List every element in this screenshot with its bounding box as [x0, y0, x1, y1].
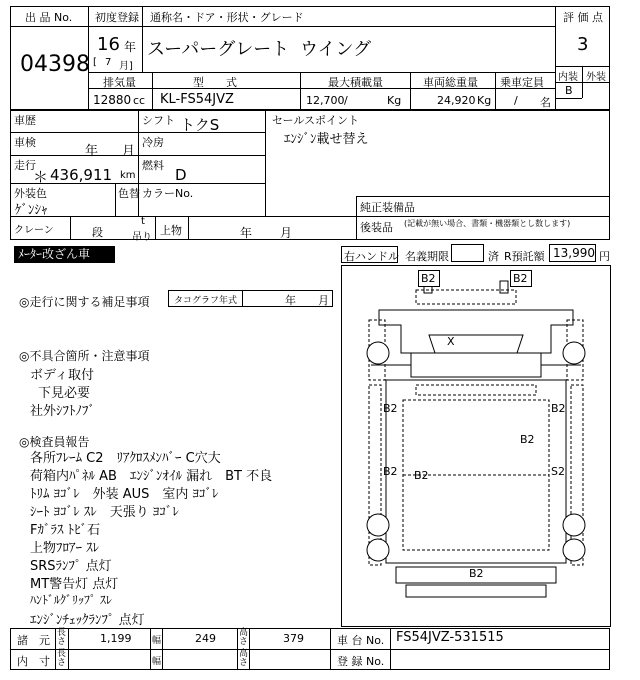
- inspector-line: 各所ﾌﾚｰﾑ C2 ﾘｱｸﾛｽﾒﾝﾊﾞｰ C穴大: [30, 451, 221, 466]
- divider: [88, 72, 555, 73]
- max-load-slash: /: [344, 94, 348, 107]
- divider: [88, 88, 555, 89]
- length-label: 長さ: [57, 628, 67, 647]
- divider: [10, 26, 555, 27]
- fuel-label: 燃料: [142, 159, 164, 172]
- divider: [249, 628, 250, 670]
- body-label: 上物: [160, 224, 182, 237]
- divider: [155, 216, 156, 240]
- lot-number: 04398: [20, 52, 90, 77]
- color-value: ｹﾞﾝｼｬ: [15, 203, 48, 218]
- capacity-slash: /: [514, 94, 518, 107]
- recycle-unit: 円: [599, 250, 610, 263]
- inner-length-label: 長さ: [57, 649, 67, 668]
- month-prefix: [: [93, 57, 97, 68]
- chassis-number: FS54JVZ-531515: [396, 630, 504, 645]
- inspector-line: Fｶﾞﾗｽ ﾄﾋﾞ石: [30, 523, 101, 538]
- year-unit: 年: [124, 40, 137, 54]
- crane-label: クレーン: [14, 225, 54, 236]
- overall-score: 3: [577, 34, 589, 55]
- divider: [10, 216, 610, 217]
- mileage-value: 436,911: [50, 166, 113, 184]
- tachograph-month: 月: [318, 294, 329, 307]
- score-label: 評 価 点: [563, 11, 603, 24]
- inspector-line: ｴﾝｼﾞﾝﾁｪｯｸﾗﾝﾌﾟ 点灯: [30, 613, 145, 628]
- inspector-line: MT警告灯 点灯: [30, 577, 119, 592]
- divider: [265, 110, 266, 216]
- divider: [555, 98, 582, 99]
- color-label: 外装色: [14, 187, 47, 200]
- divider: [115, 183, 116, 216]
- fuel-value: D: [175, 166, 187, 184]
- divider: [237, 628, 238, 670]
- recycle-status: 済: [488, 250, 499, 263]
- divider: [70, 216, 71, 240]
- max-load-label: 最大積載量: [328, 76, 383, 89]
- mileage-label: 走行: [14, 159, 36, 172]
- crane-lift: 吊り: [132, 232, 152, 243]
- first-registration-label: 初度登録: [95, 11, 139, 24]
- crane-ton: t: [141, 216, 145, 227]
- equipment-label: 純正装備品: [360, 201, 415, 214]
- tachograph-label: タコグラフ年式: [174, 296, 238, 306]
- crane-stages: 段: [92, 226, 103, 239]
- divider: [555, 6, 556, 110]
- defect-title: ◎不具合箇所・注意事項: [19, 349, 150, 363]
- interior-label: 内装: [558, 72, 578, 83]
- type-label: 型 式: [193, 76, 237, 89]
- dimensions-label: 諸 元: [17, 634, 50, 647]
- lot-label: 出 品 No.: [25, 11, 73, 24]
- height-label: 高さ: [239, 628, 249, 647]
- registration-deadline-label: 名義期限: [405, 250, 449, 263]
- damage-mark: S2: [551, 465, 565, 478]
- gross-weight-label: 車両総重量: [423, 76, 478, 89]
- divider: [390, 628, 391, 670]
- capacity-label: 乗車定員: [500, 76, 544, 89]
- tachograph-year: 年: [285, 294, 296, 307]
- divider: [152, 72, 153, 110]
- displacement-unit: cc: [133, 94, 146, 107]
- damage-mark: B2: [513, 272, 528, 285]
- interior-grade: B: [565, 84, 573, 97]
- aftermarket-note: (記載が無い場合、書類・機器類とし数します): [404, 219, 571, 228]
- registration-number-label: 登 録 No.: [337, 655, 385, 668]
- inspector-line: SRSﾗﾝﾌﾟ 点灯: [30, 559, 112, 574]
- inner-height-label: 高さ: [239, 649, 249, 668]
- height-value: 379: [283, 632, 304, 645]
- divider: [55, 628, 56, 670]
- damage-mark: B2: [383, 402, 398, 415]
- shift-label: シフト: [142, 114, 175, 127]
- gross-weight-unit: Kg: [477, 94, 492, 107]
- divider: [356, 196, 610, 197]
- max-load-value: 12,700: [306, 94, 345, 107]
- divider: [142, 6, 143, 72]
- damage-mark: B2: [414, 469, 429, 482]
- damage-mark: B2: [383, 465, 398, 478]
- divider: [188, 216, 189, 240]
- recycle-label: R預託額: [504, 250, 545, 263]
- divider: [10, 132, 265, 133]
- inspector-line: 上物ﾌﾛｱｰ ｽﾚ: [30, 541, 100, 556]
- divider: [162, 628, 163, 670]
- driving-notes-title: ◎走行に関する補足事項: [19, 295, 150, 309]
- divider: [330, 628, 331, 670]
- divider: [582, 66, 583, 98]
- tamper-badge: ﾒｰﾀｰ改ざん車: [14, 246, 115, 263]
- divider: [10, 649, 610, 650]
- mileage-unit: km: [120, 170, 136, 181]
- inspection-label: 車検: [14, 136, 36, 149]
- displacement-label: 排気量: [103, 76, 136, 89]
- width-value: 249: [195, 632, 216, 645]
- registration-year: 16: [97, 34, 120, 55]
- ac-label: 冷房: [142, 136, 164, 149]
- color-change-label: 色替: [118, 187, 140, 200]
- inspection-year: 年: [85, 144, 99, 159]
- body-year: 年: [240, 226, 253, 240]
- color-code-label: カラーNo.: [142, 187, 194, 200]
- registration-deadline-box: [451, 244, 484, 262]
- defect-line: 社外ｼﾌﾄﾉﾌﾞ: [30, 404, 96, 419]
- damage-mark: B2: [421, 272, 436, 285]
- divider: [300, 72, 301, 110]
- history-label: 車歴: [14, 114, 36, 127]
- divider: [10, 155, 265, 156]
- length-value: 1,199: [100, 632, 132, 645]
- aftermarket-label: 後装品: [360, 221, 393, 234]
- divider: [410, 72, 411, 110]
- model-label: 通称名・ドア・形状・グレード: [150, 11, 304, 24]
- sales-point-value: ｴﾝｼﾞﾝ載せ替え: [284, 132, 369, 147]
- inspector-line: ﾄﾘﾑ ﾖｺﾞﾚ 外装 AUS 室内 ﾖｺﾞﾚ: [30, 487, 219, 502]
- inspector-line: ﾊﾝﾄﾞﾙｸﾞﾘｯﾌﾟ ｽﾚ: [30, 593, 112, 607]
- inspection-month: 月: [122, 144, 136, 159]
- damage-mark: X: [447, 335, 455, 348]
- exterior-label: 外装: [586, 72, 606, 83]
- divider: [68, 628, 69, 670]
- inspector-line: ｼｰﾄ ﾖｺﾞﾚ ｽﾚ 天張り ﾖｺﾞﾚ: [30, 505, 179, 520]
- vehicle-diagram: [341, 265, 611, 627]
- divider: [495, 72, 496, 110]
- defect-line: ボディ取付: [30, 368, 94, 383]
- sales-point-label: セールスポイント: [272, 114, 360, 127]
- gross-weight-value: 24,920: [437, 94, 476, 107]
- registration-month: 7: [105, 57, 112, 68]
- drive-side: 右ハンドル: [344, 250, 399, 263]
- inspector-title: ◎検査員報告: [19, 435, 90, 449]
- inner-dimensions-label: 内 寸: [17, 655, 50, 668]
- capacity-unit: 名: [540, 96, 551, 109]
- chassis-label: 車 台 No.: [337, 634, 385, 647]
- shift-value: トクS: [180, 116, 220, 134]
- vehicle-type: KL-FS54JVZ: [160, 92, 234, 107]
- divider: [242, 290, 243, 307]
- max-load-unit: Kg: [387, 94, 402, 107]
- inner-width-label: 幅: [152, 657, 162, 667]
- mileage-star: ＊: [33, 168, 49, 186]
- divider: [10, 183, 265, 184]
- car-grade: ウイング: [300, 39, 372, 60]
- damage-mark: B2: [520, 433, 535, 446]
- defect-line: 下見必要: [38, 386, 91, 401]
- recycle-value: 13,990: [553, 246, 595, 260]
- divider: [150, 628, 151, 670]
- damage-mark: B2: [469, 567, 484, 580]
- month-unit: 月]: [119, 61, 133, 72]
- divider: [356, 196, 357, 240]
- displacement-value: 12880: [93, 93, 132, 107]
- width-label: 幅: [152, 636, 162, 646]
- inspector-line: 荷箱内ﾊﾟﾈﾙ AB ｴﾝｼﾞﾝｵｲﾙ 漏れ BT 不良: [30, 469, 273, 484]
- damage-mark: B2: [551, 402, 566, 415]
- body-month: 月: [280, 226, 293, 240]
- car-name: スーパーグレート: [147, 39, 290, 60]
